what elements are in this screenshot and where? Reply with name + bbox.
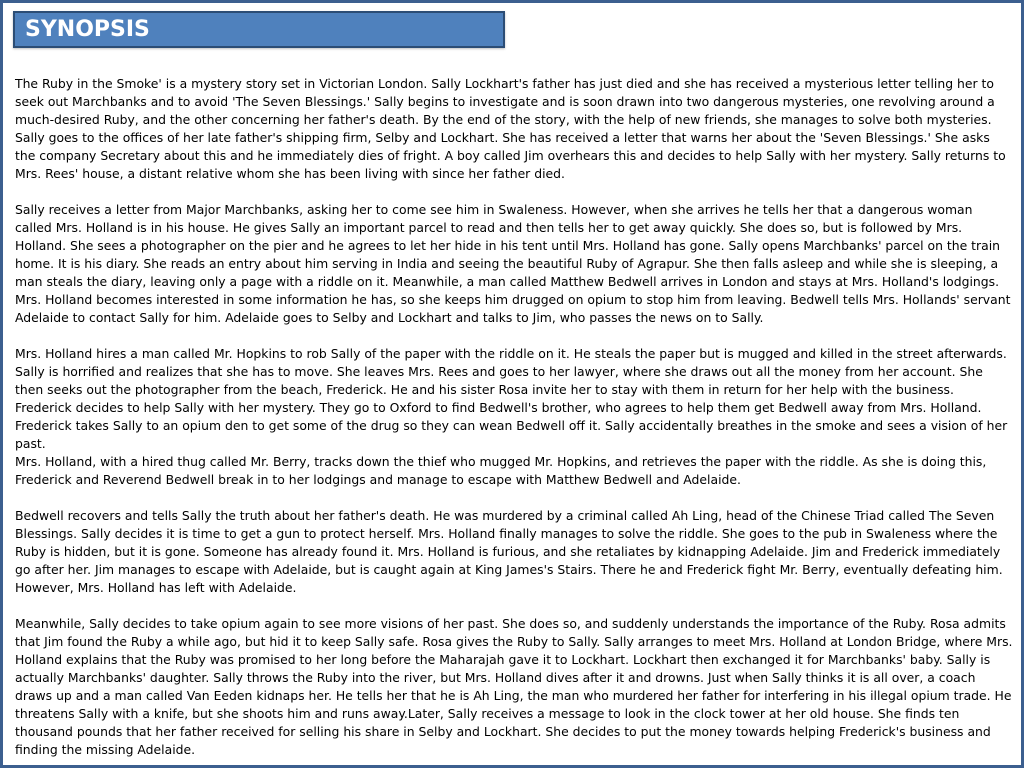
paragraph-berry: Mrs. Holland, with a hired thug called Mr. Berry, tracks down the thief who mugged Mr. Hopkins, and retrieves the paper with the riddle. As she is doing this, Frederick and Reverend Bedwell break in to her lodgings and manage to escape with Matthew Bedwell and Adelaide. — [15, 454, 987, 487]
paragraph-marchbanks: Sally receives a letter from Major Marchbanks, asking her to come see him in Swaleness. However, when she arrives he tells her that a dangerous woman called Mrs. Holland is in his house. He gives Sally an important parcel to read and then tells her to get away quickly. She does so, but is followed by Mrs. Holland. She sees a photographer on the pier and he agrees to let her hide in his tent until Mrs. Holland has gone. Sally opens Marchbanks' parcel on the train home. It is his diary. She reads an entry about him serving in India and seeing the beautiful Ruby of Agrapur. She then falls asleep and while she is sleeping, a man steals the diary, leaving only a page with a riddle on it. Meanwhile, a man called Matthew Bedwell arrives in London and stays at Mrs. Holland's lodgings. Mrs. Holland becomes interested in some information he has, so she keeps him drugged on opium to stop him from leaving. Bedwell tells Mrs. Hollands' servant Adelaide to contact Sally for him. Adelaide goes to Selby and Lockhart and talks to Jim, who passes the news on to Sally. — [15, 202, 1011, 325]
slide-title: SYNOPSIS — [25, 17, 150, 42]
paragraph-gap — [15, 183, 1013, 201]
synopsis-body — [15, 75, 1013, 759]
paragraph-bedwell: Bedwell recovers and tells Sally the truth about her father's death. He was murdered by a criminal called Ah Ling, head of the Chinese Triad called The Seven Blessings. Sally decides it is time to get a gun to protect herself. Mrs. Holland finally manages to solve the riddle. She goes to the pub in Swaleness where the Ruby is hidden, but it is gone. Someone has already found it. Mrs. Holland is furious, and she retaliates by kidnapping Adelaide. Jim and Frederick immediately go after her. Jim manages to escape with Adelaide, but is caught again at King James's Stairs. There he and Frederick fight Mr. Berry, eventually defeating him. However, Mrs. Holland has left with Adelaide. — [15, 508, 1003, 595]
paragraph-intro: The Ruby in the Smoke' is a mystery story set in Victorian London. Sally Lockhart's father has just died and she has received a mysterious letter telling her to seek out Marchbanks and to avoid 'The Seven Blessings.' Sally begins to investigate and is soon drawn into two dangerous mysteries, one revolving around a much-desired Ruby, and the other concerning her father's death. By the end of the story, with the help of new friends, she manages to solve both mysteries. — [15, 76, 995, 127]
paragraph-hopkins: Mrs. Holland hires a man called Mr. Hopkins to rob Sally of the paper with the riddle on it. He steals the paper but is mugged and killed in the street afterwards. Sally is horrified and realizes that she has to move. She leaves Mrs. Rees and goes to her lawyer, where she draws out all the money from her account. She then seeks out the photographer from the beach, Frederick. He and his sister Rosa invite her to stay with them in return for her help with the business. — [15, 346, 1007, 397]
paragraph-gap — [15, 327, 1013, 345]
paragraph-gap — [15, 489, 1013, 507]
paragraph-offices: Sally goes to the offices of her late father's shipping firm, Selby and Lockhart. She has received a letter that warns her about the 'Seven Blessings.' She asks the company Secretary about this and he immediately dies of fright. A boy called Jim overhears this and decides to help Sally with her mystery. Sally returns to Mrs. Rees' house, a distant relative whom she has been living with since her father died. — [15, 130, 1006, 181]
title-banner — [13, 11, 505, 48]
paragraph-meanwhile: Meanwhile, Sally decides to take opium again to see more visions of her past. She does so, and suddenly understands the importance of the Ruby. Rosa admits that Jim found the Ruby a while ago, but hid it to keep Sally safe. Rosa gives the Ruby to Sally. Sally arranges to meet Mrs. Holland at London Bridge, where Mrs. Holland explains that the Ruby was promised to her long before the Maharajah gave it to Lockhart. Lockhart then exchanged it for Marchbanks' baby. Sally is actually Marchbanks' daughter. Sally throws the Ruby into the river, but Mrs. Holland dives after it and drowns. Just when Sally thinks it is all over, a coach draws up and a man called Van Eeden kidnaps her. He tells her that he is Ah Ling, the man who murdered her father for interfering in his illegal opium trade. He threatens Sally with a knife, but she shoots him and runs away.Later, Sally receives a message to look in the clock tower at her old house. She finds ten thousand pounds that her father received for selling his share in Selby and Lockhart. She decides to put the money towards helping Frederick's business and finding the missing Adelaide. — [15, 616, 1013, 757]
paragraph-frederick: Frederick decides to help Sally with her mystery. They go to Oxford to find Bedwell's brother, who agrees to help them get Bedwell away from Mrs. Holland. Frederick takes Sally to an opium den to get some of the drug so they can wean Bedwell off it. Sally accidentally breathes in the smoke and sees a vision of her past. — [15, 400, 1008, 451]
paragraph-gap — [15, 597, 1013, 615]
